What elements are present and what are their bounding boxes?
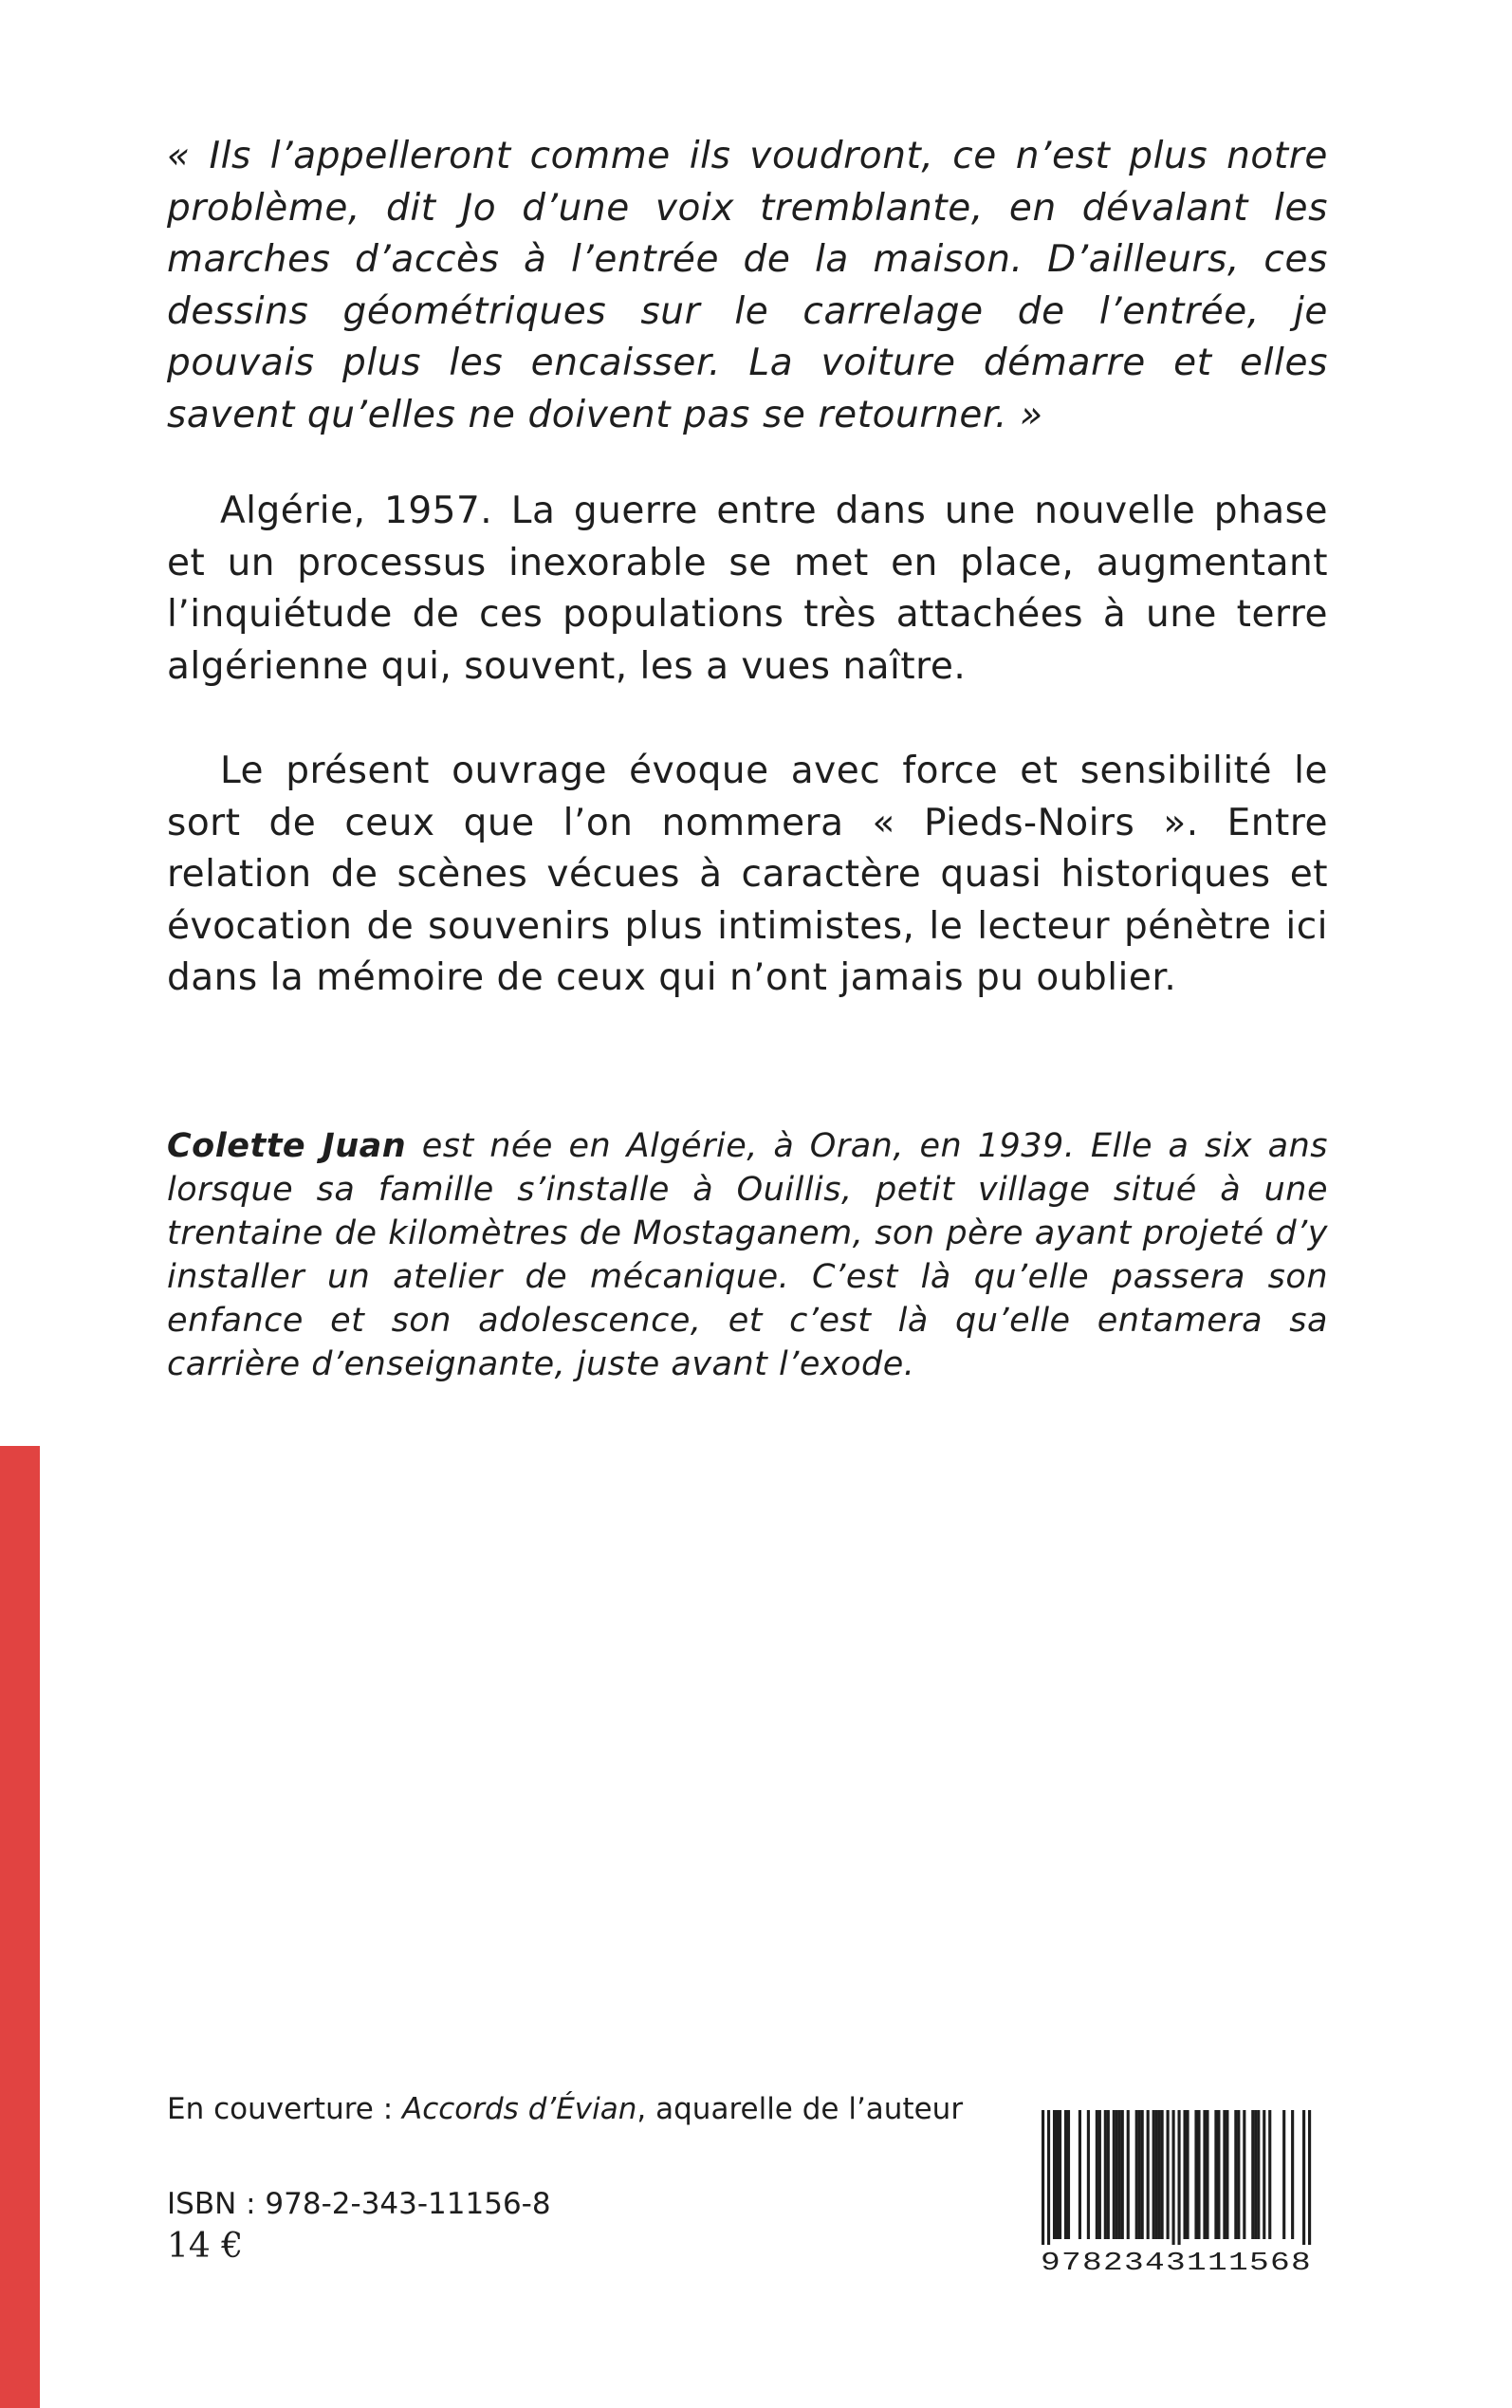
barcode-bar xyxy=(1186,2110,1189,2239)
barcode-digits: 9782343111568 xyxy=(1041,2250,1312,2275)
barcode-bar xyxy=(1194,2110,1197,2239)
barcode-bar xyxy=(1251,2110,1254,2239)
barcode-bar xyxy=(1098,2110,1101,2239)
barcode-bar xyxy=(1067,2110,1070,2239)
barcode-bar xyxy=(1291,2110,1294,2239)
barcode-bar xyxy=(1059,2110,1061,2239)
cover-artwork-title: Accords d’Évian xyxy=(402,2092,637,2126)
barcode-bar xyxy=(1177,2110,1180,2245)
barcode-bar xyxy=(1047,2110,1050,2245)
barcode-bar xyxy=(1087,2110,1090,2239)
barcode-bar xyxy=(1302,2110,1305,2245)
barcode-bar xyxy=(1118,2110,1121,2239)
author-bio xyxy=(167,1124,1328,1386)
barcode-bar xyxy=(1042,2110,1044,2245)
cover-credit-prefix: En couverture : xyxy=(167,2092,402,2126)
cover-credit-suffix: , aquarelle de l’auteur xyxy=(636,2092,964,2126)
barcode-bar xyxy=(1172,2110,1175,2245)
cover-credit xyxy=(167,2090,963,2128)
barcode-bar xyxy=(1161,2110,1164,2239)
barcode-bar xyxy=(1197,2110,1200,2239)
barcode-bar xyxy=(1203,2110,1206,2239)
barcode-bar xyxy=(1268,2110,1271,2239)
barcode-bar xyxy=(1155,2110,1158,2239)
barcode-bar xyxy=(1116,2110,1118,2239)
barcode-bars xyxy=(1042,2110,1311,2245)
barcode-bar xyxy=(1141,2110,1144,2239)
synopsis-paragraph-1: Algérie, 1957. La guerre entre dans une nouvelle phase et un processus inexorable se met en place, augmentant l’inquiétude de ces populations très attachées à une terre algérienne qui, souvent, les a vues naître. xyxy=(167,490,1328,688)
barcode-bar xyxy=(1167,2110,1170,2239)
barcode-bar xyxy=(1263,2110,1265,2239)
barcode-bar xyxy=(1138,2110,1141,2239)
barcode-bar xyxy=(1053,2110,1056,2239)
barcode-bar xyxy=(1206,2110,1208,2239)
barcode-bar xyxy=(1308,2110,1311,2245)
barcode-bar xyxy=(1107,2110,1110,2239)
price: 14 € xyxy=(167,2227,244,2266)
barcode-bar xyxy=(1237,2110,1240,2239)
barcode xyxy=(1034,2104,1318,2275)
isbn: ISBN : 978-2-343-11156-8 xyxy=(167,2187,551,2221)
barcode-bar xyxy=(1127,2110,1130,2239)
barcode-bar xyxy=(1257,2110,1260,2239)
barcode-bar xyxy=(1282,2110,1285,2239)
synopsis-paragraph-2: Le présent ouvrage évoque avec force et sensibilité le sort de ceux que l’on nommera « Pieds-Noirs ». Entre relation de scènes vécues à caractère quasi historiques et évocation de souvenirs plus intimistes, le lecteur pénètre ici dans la mémoire de ceux qui n’ont jamais pu oublier. xyxy=(167,750,1328,999)
barcode-bar xyxy=(1234,2110,1237,2239)
barcode-bar xyxy=(1096,2110,1098,2239)
barcode-bar xyxy=(1158,2110,1161,2239)
barcode-bar xyxy=(1135,2110,1138,2239)
barcode-bar xyxy=(1214,2110,1217,2239)
barcode-bar xyxy=(1056,2110,1059,2239)
barcode-bar xyxy=(1104,2110,1107,2239)
barcode-bar xyxy=(1079,2110,1081,2239)
barcode-bar xyxy=(1121,2110,1124,2239)
author-name: Colette Juan xyxy=(167,1127,407,1165)
barcode-bar xyxy=(1147,2110,1150,2239)
barcode-bar xyxy=(1223,2110,1226,2239)
barcode-bar xyxy=(1254,2110,1257,2239)
barcode-bar xyxy=(1064,2110,1067,2239)
barcode-bar xyxy=(1217,2110,1220,2239)
back-cover-quote: « Ils l’appelleront comme ils voudront, ce n’est plus notre problème, dit Jo d’une voix tremblante, en dévalant les marches d’accès à l’entrée de la maison. D’ailleurs, ces dessins géométriques sur le carrelage de l’entrée, je pouvais plus les encaisser. La voiture démarre et elles savent qu’elles ne doivent pas se retourner. » xyxy=(167,135,1328,436)
accent-strip xyxy=(0,1446,40,2408)
barcode-bar xyxy=(1183,2110,1186,2239)
barcode-bar xyxy=(1226,2110,1228,2239)
barcode-bar xyxy=(1243,2110,1245,2239)
barcode-bar xyxy=(1113,2110,1116,2239)
author-bio-text: est née en Algérie, à Oran, en 1939. Elle a six ans lorsque sa famille s’installe à Ouillis, petit village situé à une trentaine de kilomètres de Mostaganem, son père ayant projeté d’y installer un atelier de mécanique. C’est là qu’elle passera son enfance et son adolescence, et c’est là qu’elle entamera sa carrière d’enseignante, juste avant l’exode. xyxy=(167,1127,1328,1383)
barcode-bar xyxy=(1152,2110,1155,2239)
barcode-graphic xyxy=(1034,2104,1318,2275)
